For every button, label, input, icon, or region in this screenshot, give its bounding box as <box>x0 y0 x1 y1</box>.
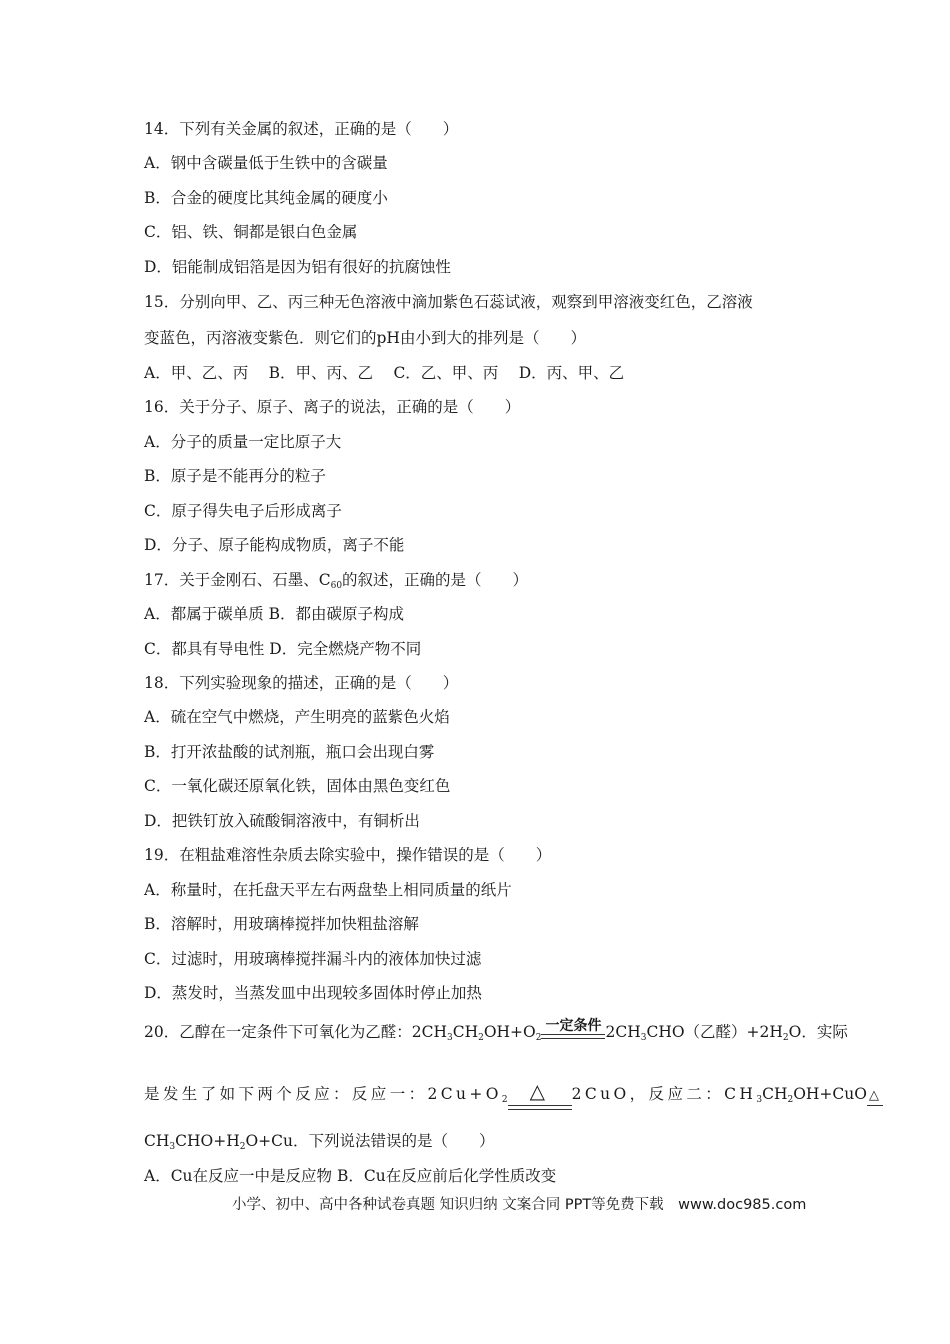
condition-arrow <box>541 1017 605 1043</box>
q14-option-a: A．钢中含碳量低于生铁中的含碳量 <box>144 154 388 172</box>
q20-l1-j: 2 <box>782 1033 789 1043</box>
q20-l2-d: 3 <box>756 1095 763 1105</box>
q16-option-b: B．原子是不能再分的粒子 <box>144 467 326 485</box>
q19-option-d: D．蒸发时，当蒸发皿中出现较多固体时停止加热 <box>144 984 482 1002</box>
q14-option-c: C．铝、铁、铜都是银白色金属 <box>144 223 358 241</box>
q15-stem-line2: 变蓝色，丙溶液变紫色．则它们的pH由小到大的排列是（ ） <box>144 329 586 347</box>
q20-l3-a: CH <box>144 1132 170 1150</box>
q18-option-a: A．硫在空气中燃烧，产生明亮的蓝紫色火焰 <box>144 708 450 726</box>
q20-l1-a: 20．乙醇在一定条件下可氧化为乙醛：2CH <box>144 1023 447 1041</box>
q19-option-b: B．溶解时，用玻璃棒搅拌加快粗盐溶解 <box>144 915 419 933</box>
q18-option-d: D．把铁钉放入硫酸铜溶液中，有铜析出 <box>144 812 420 830</box>
q20-stem-line2 <box>144 1081 883 1121</box>
q17-stem-sub: 60 <box>330 581 343 591</box>
q16-option-c: C．原子得失电子后形成离子 <box>144 502 342 520</box>
heat-triangle-icon: △ <box>529 1079 546 1103</box>
q20-l1-i: CHO（乙醛）+2H <box>646 1023 783 1041</box>
q18-option-b: B．打开浓盐酸的试剂瓶，瓶口会出现白雾 <box>144 743 435 761</box>
q20-stem-line3 <box>144 1130 495 1152</box>
q16-stem: 16．关于分子、原子、离子的说法，正确的是（ ） <box>144 398 521 416</box>
q20-l2-e: CH <box>762 1085 788 1103</box>
heat-arrow <box>508 1081 572 1121</box>
q17-stem <box>144 569 528 591</box>
q20-l2-b: 2 <box>501 1095 508 1105</box>
q20-l1-b: 3 <box>446 1033 453 1043</box>
q20-l3-b: 3 <box>169 1142 176 1152</box>
q20-l1-h: 3 <box>640 1033 647 1043</box>
q16-option-d: D．分子、原子能构成物质，离子不能 <box>144 536 405 554</box>
q20-l2-f: 2 <box>787 1095 794 1105</box>
q18-option-c: C．一氧化碳还原氧化铁，固体由黑色变红色 <box>144 777 451 795</box>
q17-options-cd: C．都具有导电性 D．完全燃烧产物不同 <box>144 640 422 658</box>
condition-label: 一定条件 <box>545 1018 602 1034</box>
heat-arrow-small <box>867 1083 883 1113</box>
q17-stem-pre: 17．关于金刚石、石墨、C <box>144 571 331 589</box>
q20-l1-k: O．实际 <box>788 1023 848 1041</box>
q20-l3-c: CHO+H <box>175 1132 240 1150</box>
q20-l2-g: OH+CuO <box>793 1085 867 1103</box>
q20-options-ab: A．Cu在反应一中是反应物 B．Cu在反应前后化学性质改变 <box>144 1167 557 1185</box>
q15-options: A．甲、乙、丙 B．甲、丙、乙 C．乙、甲、丙 D．丙、甲、乙 <box>144 364 625 382</box>
q14-option-b: B．合金的硬度比其纯金属的硬度小 <box>144 189 388 207</box>
q20-l1-e: OH+O <box>483 1023 536 1041</box>
q20-l1-c: CH <box>452 1023 479 1041</box>
q19-stem: 19．在粗盐难溶性杂质去除实验中，操作错误的是（ ） <box>144 846 552 864</box>
q17-options-ab: A．都属于碳单质 B．都由碳原子构成 <box>144 605 405 623</box>
q14-option-d: D．铝能制成铝箔是因为铝有很好的抗腐蚀性 <box>144 258 451 276</box>
q16-option-a: A．分子的质量一定比原子大 <box>144 433 342 451</box>
q14-stem: 14．下列有关金属的叙述，正确的是（ ） <box>144 120 459 138</box>
q19-option-a: A．称量时，在托盘天平左右两盘垫上相同质量的纸片 <box>144 881 512 899</box>
q20-l2-a: 是发生了如下两个反应：反应一：2Cu+O <box>144 1085 502 1103</box>
q19-option-c: C．过滤时，用玻璃棒搅拌漏斗内的液体加快过滤 <box>144 950 482 968</box>
q20-l3-e: O+Cu．下列说法错误的是（ ） <box>245 1132 495 1150</box>
q15-stem-line1: 15．分别向甲、乙、丙三种无色溶液中滴加紫色石蕊试液，观察到甲溶液变红色，乙溶液 <box>144 293 753 311</box>
heat-triangle-small-icon: △ <box>868 1088 879 1103</box>
footer: 小学、初中、高中各种试卷真题 知识归纳 文案合同 PPT等免费下载 www.doc985.com <box>232 1197 807 1213</box>
q20-l3-d: 2 <box>239 1142 246 1152</box>
q20-l1-g: 2CH <box>605 1023 641 1041</box>
q18-stem: 18．下列实验现象的描述，正确的是（ ） <box>144 674 459 692</box>
q17-stem-post: 的叙述，正确的是（ ） <box>342 571 529 589</box>
q20-l1-f: 2 <box>535 1033 542 1043</box>
q20-l1-d: 2 <box>478 1033 484 1043</box>
q20-l2-c: 2CuO，反应二：CH <box>571 1085 757 1103</box>
q20-stem-line1 <box>144 1017 848 1043</box>
